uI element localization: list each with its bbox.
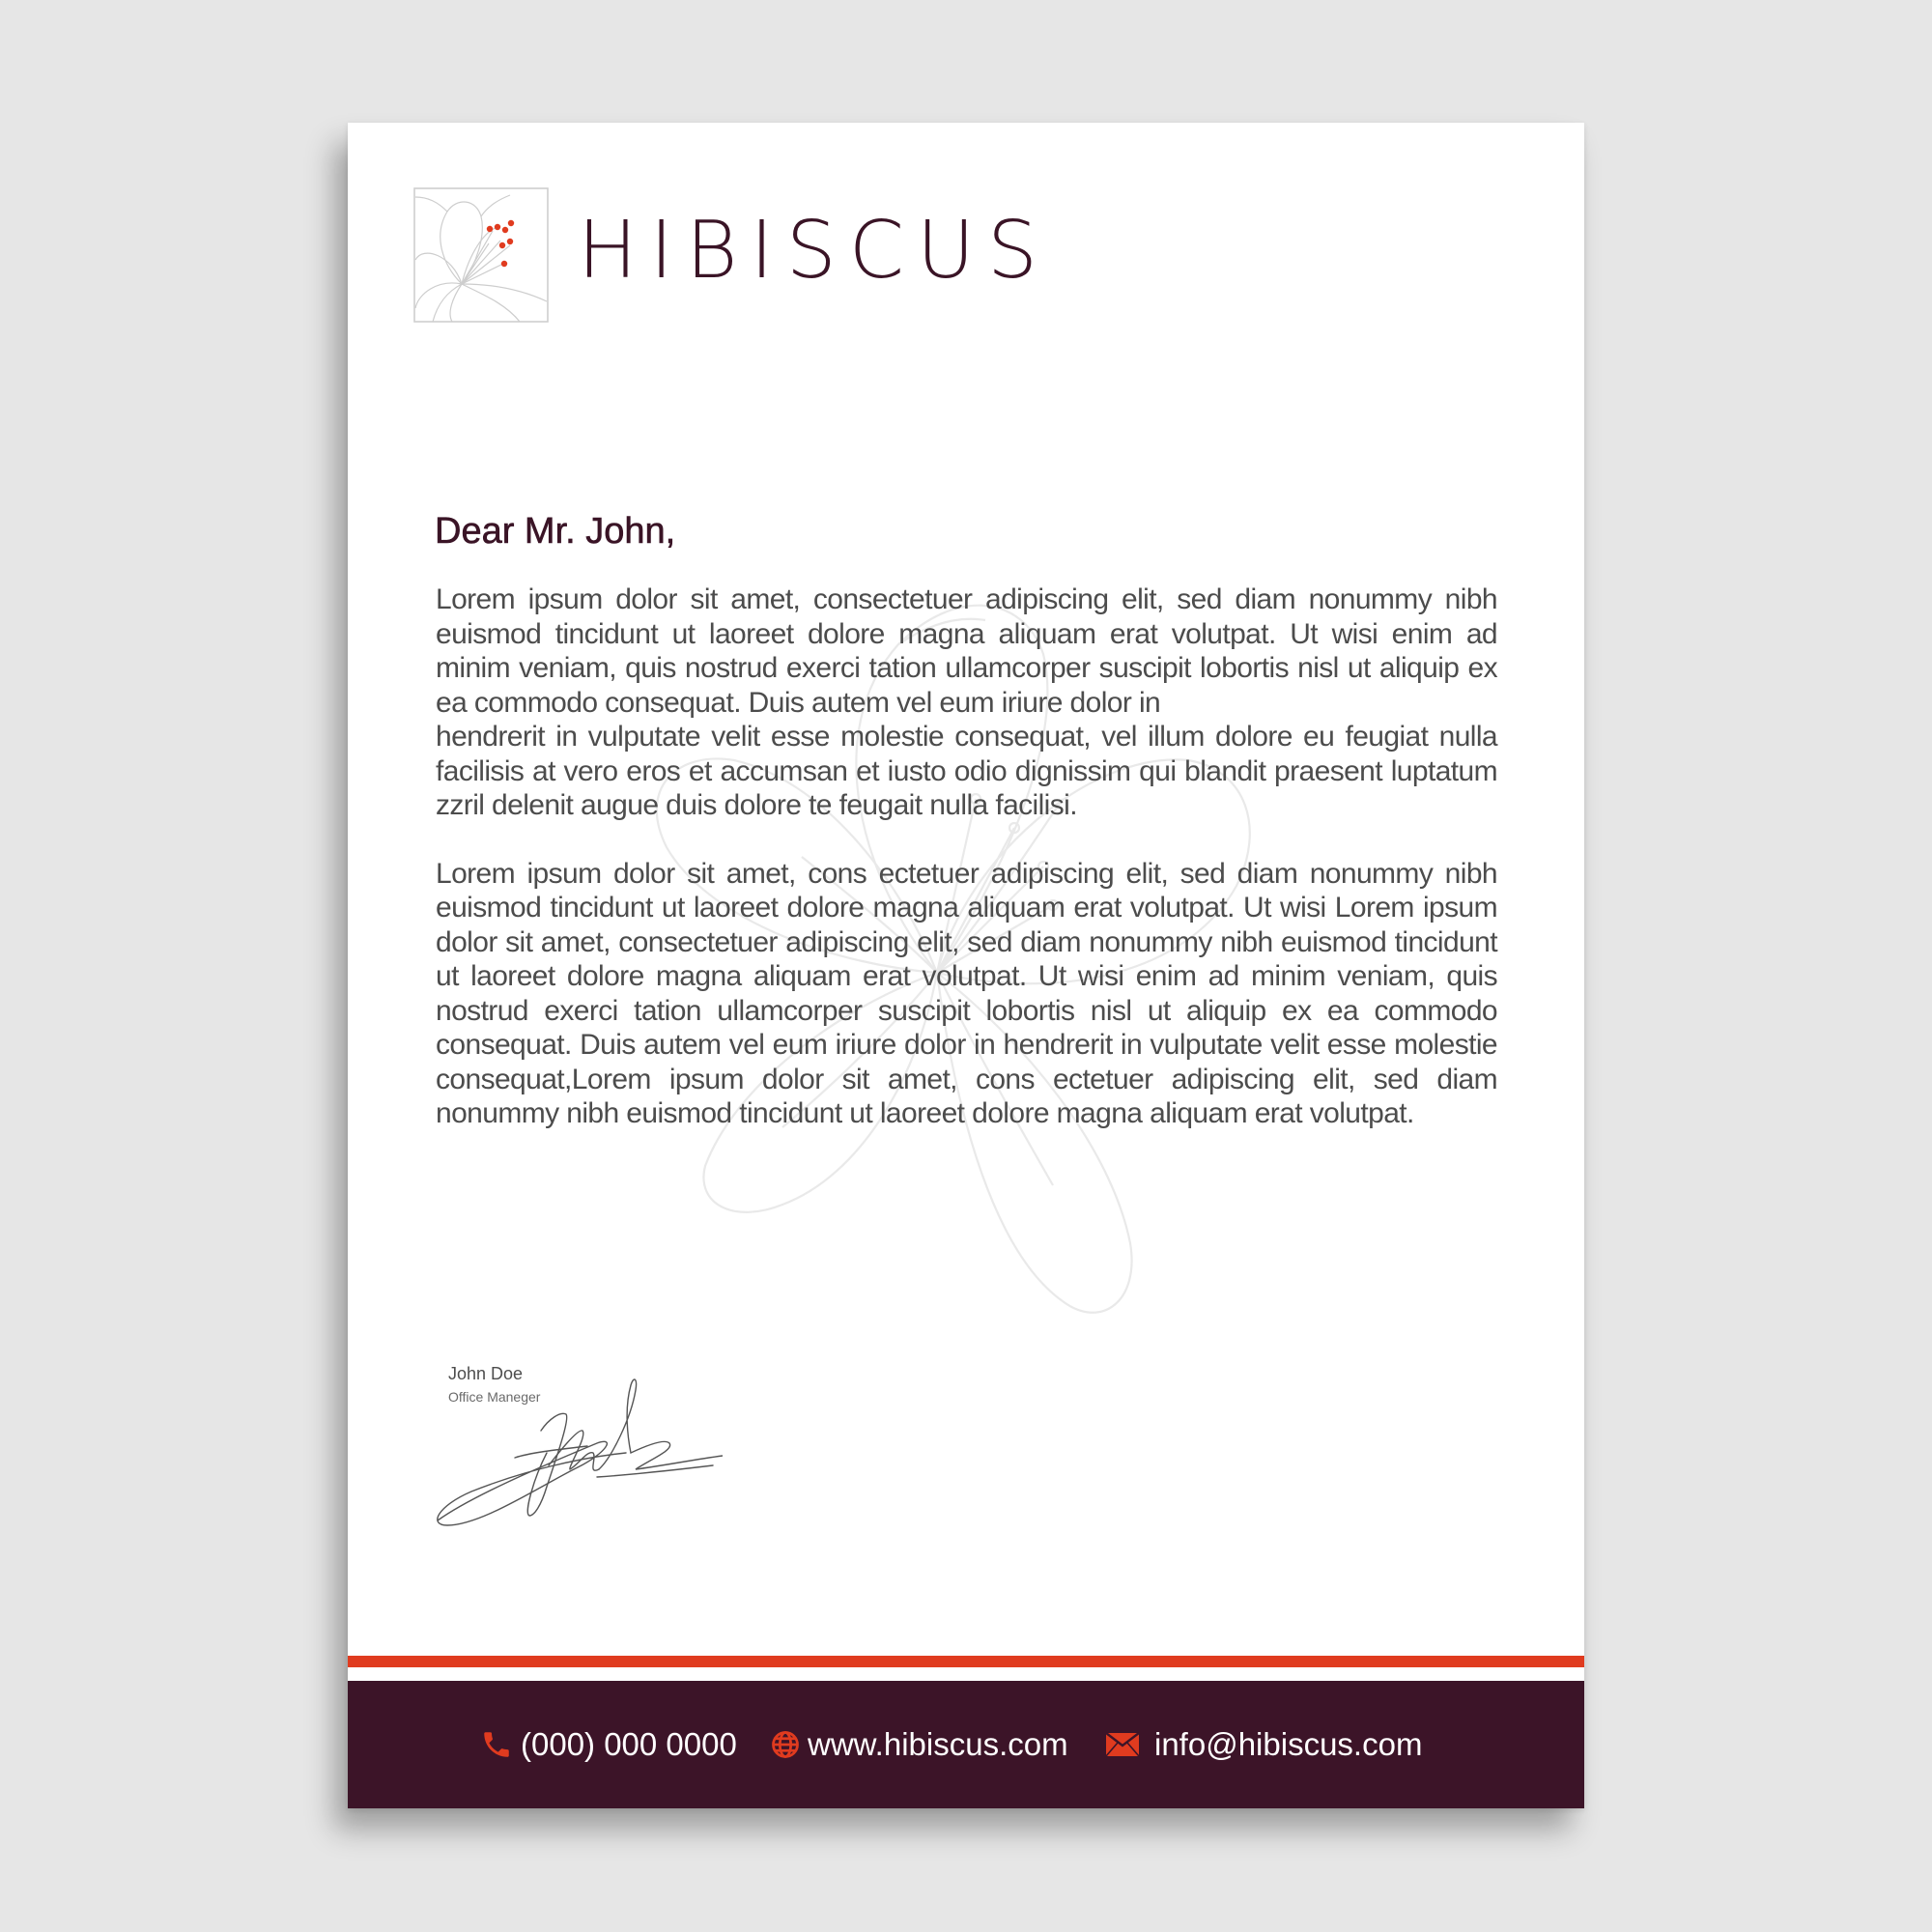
letter-body (436, 582, 1497, 1165)
website-contact[interactable] (771, 1723, 1068, 1766)
website-url: www.hibiscus.com (808, 1726, 1068, 1762)
signer-name: John Doe (448, 1364, 524, 1383)
accent-stripe (348, 1656, 1584, 1667)
phone-number: (000) 000 0000 (521, 1726, 737, 1762)
email-contact[interactable] (1106, 1723, 1422, 1766)
email-address: info@hibiscus.com (1154, 1726, 1423, 1762)
phone-contact[interactable] (480, 1723, 737, 1766)
signer-title: Office Maneger (448, 1389, 541, 1405)
globe-icon (771, 1730, 800, 1759)
letterhead-page (348, 123, 1584, 1808)
phone-icon (480, 1728, 513, 1761)
brand-name: HIBISCUS (578, 205, 1051, 297)
contact-footer (348, 1681, 1584, 1808)
envelope-icon (1106, 1732, 1139, 1757)
handwritten-signature (433, 1361, 723, 1545)
body-paragraph-2: Lorem ipsum dolor sit amet, cons ectetuer adipiscing elit, sed diam nonummy nibh euismod tincidunt ut laoreet dolore magna aliquam erat volutpat. Ut wisi Lorem ipsum dolor sit amet, consectetuer adipiscing elit, sed diam nonummy nibh euismod tincidunt ut laoreet dolore magna aliquam erat volutpat. Ut wisi enim ad minim veniam, quis nostrud exerci tation ullamcorper suscipit lobortis nisl ut aliquip ex ea commodo consequat. Duis autem vel eum iriure dolor in hendrerit in vulputate velit esse molestie consequat,Lorem ipsum dolor sit amet, cons ectetuer adipiscing elit, sed diam nonummy nibh euismod tincidunt ut laoreet dolore magna aliquam erat volutpat. (436, 857, 1497, 1129)
hibiscus-logo-icon (413, 187, 549, 323)
body-paragraph-1: Lorem ipsum dolor sit amet, consectetuer adipiscing elit, sed diam nonummy nibh euismod tincidunt ut laoreet dolore magna aliquam erat volutpat. Ut wisi enim ad minim veniam, quis nostrud exerci tation ullamcorper suscipit lobortis nisl ut aliquip ex ea commodo consequat. Duis autem vel eum iriure dolor in hendrerit in vulputate velit esse molestie consequat, vel illum dolore eu feugiat nulla facilisis at vero eros et accumsan et iusto odio dignissim qui blandit praesent luptatum zzril delenit augue duis dolore te feugait nulla facilisi. (436, 583, 1497, 821)
salutation: Dear Mr. John, (435, 511, 676, 552)
